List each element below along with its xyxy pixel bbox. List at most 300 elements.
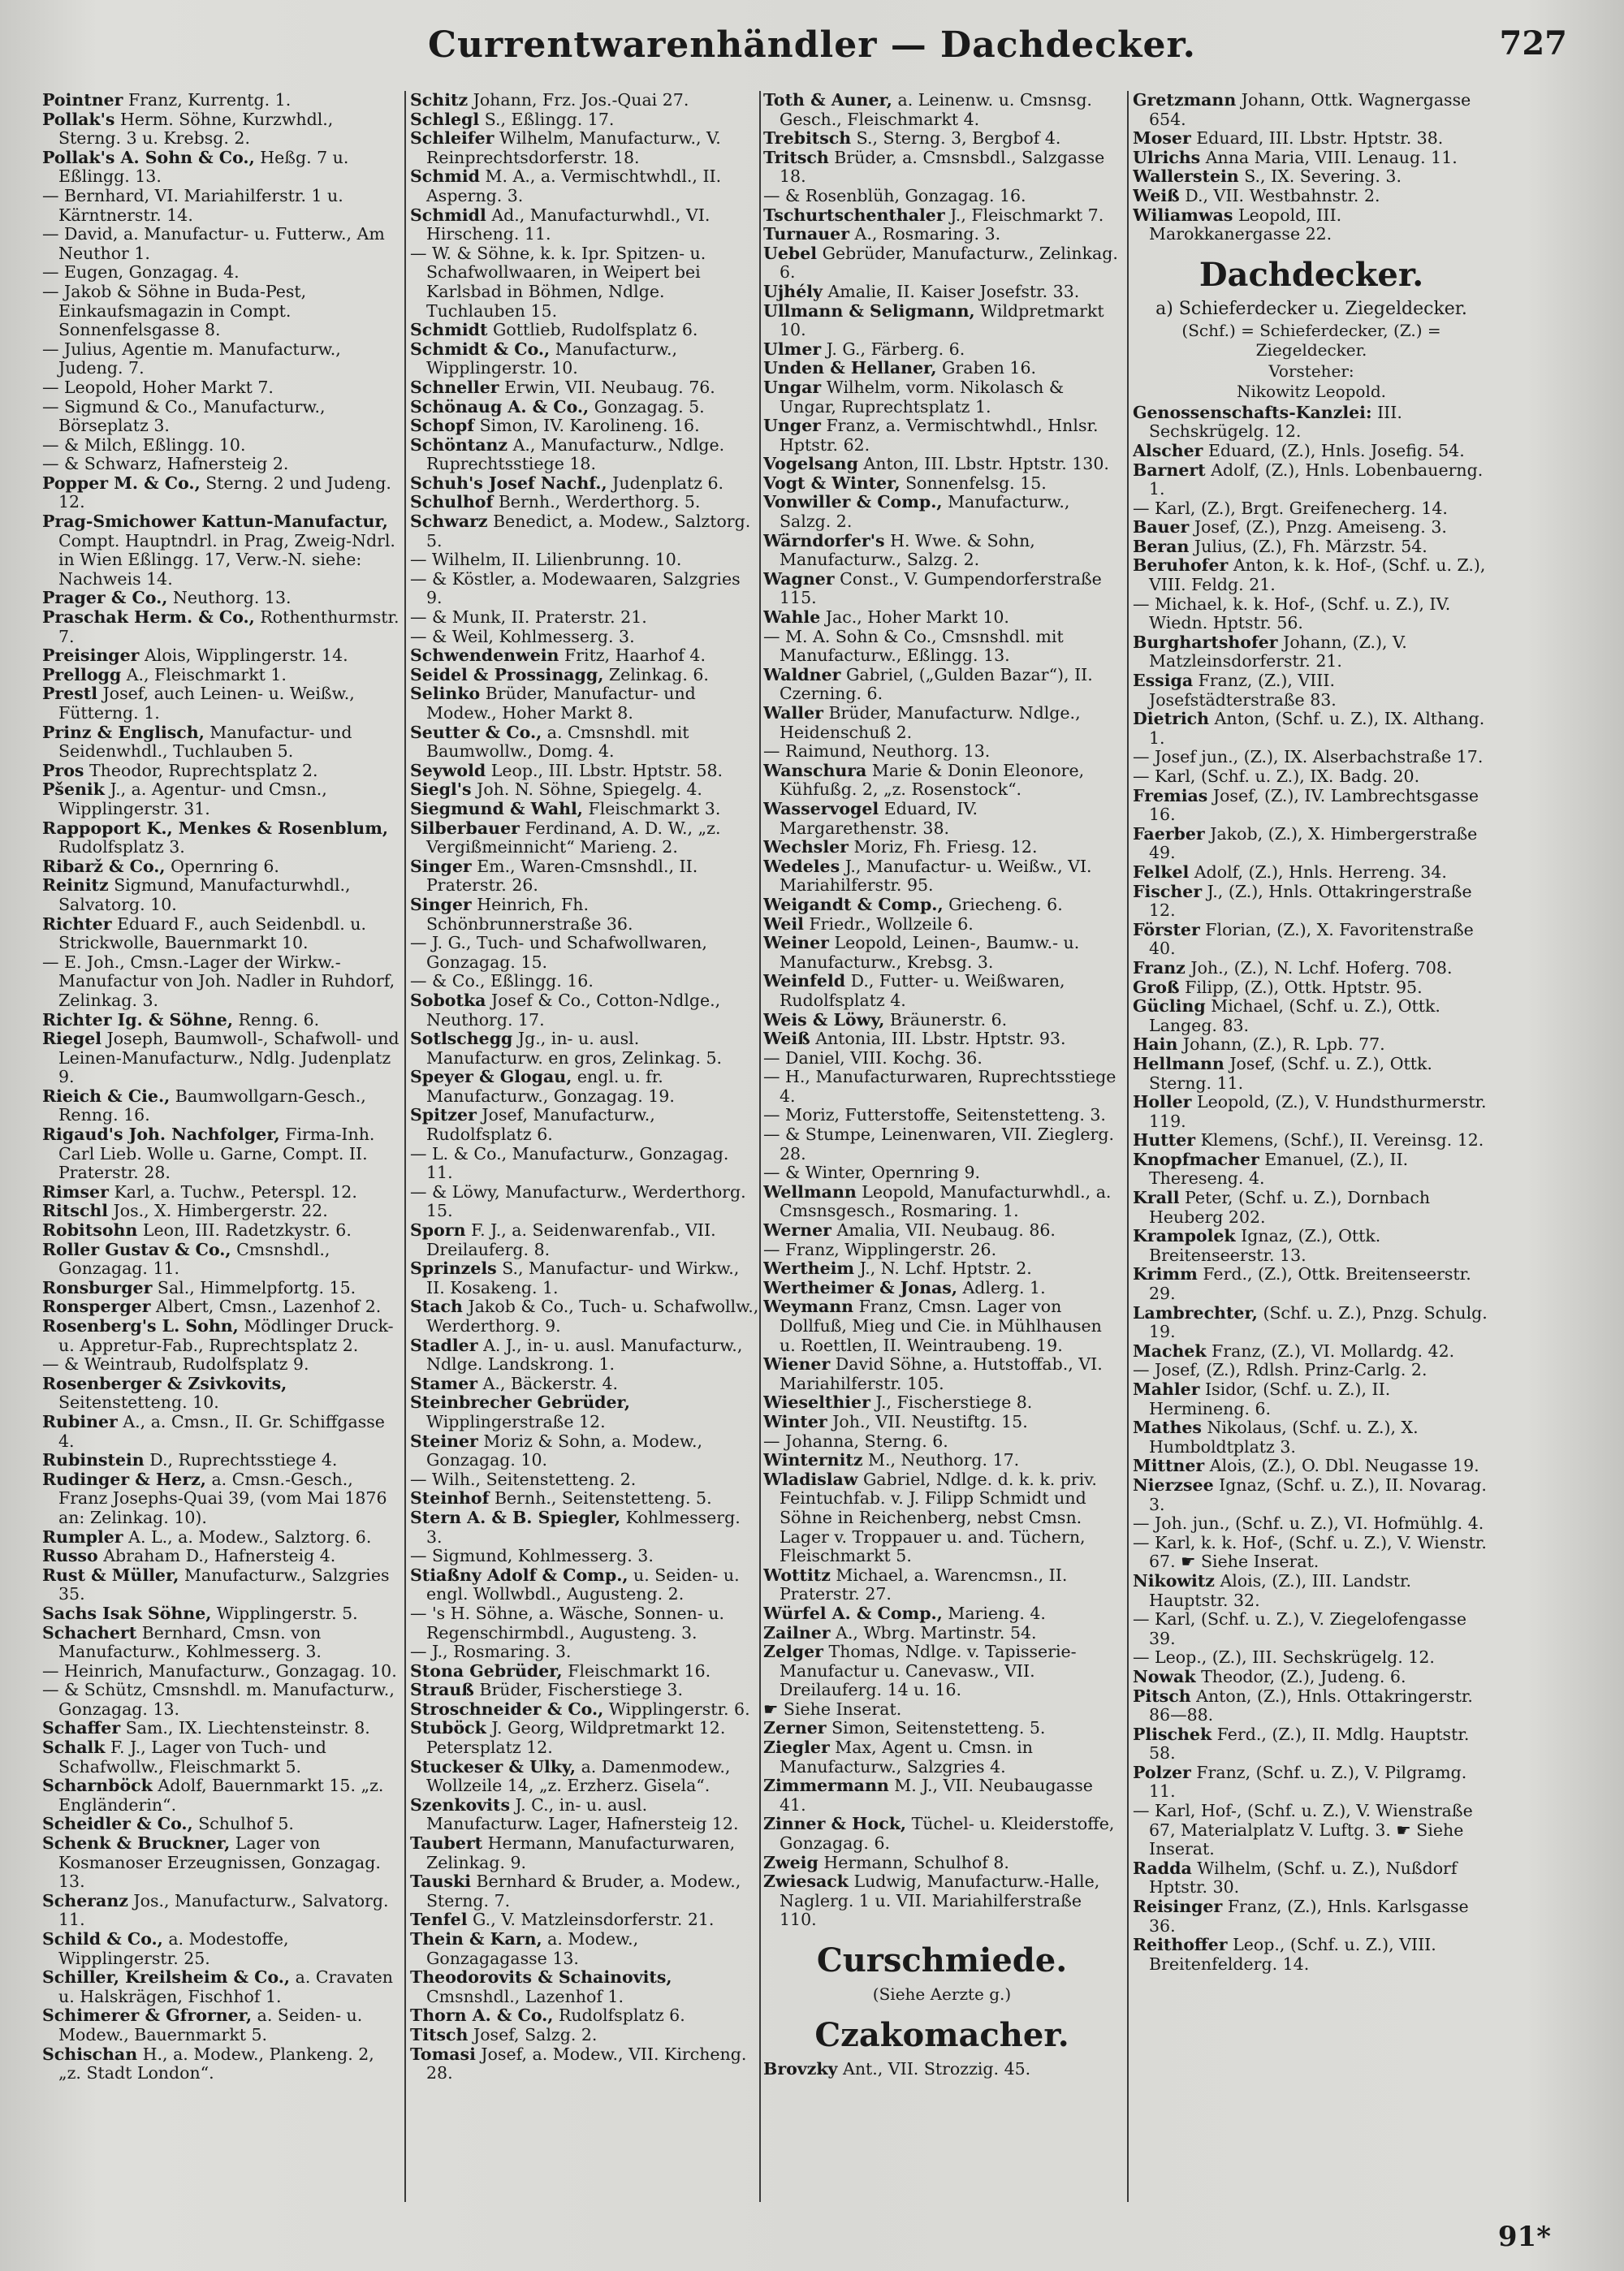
entry-name: Praschak Herm. & Co.,	[42, 607, 255, 628]
list-item	[763, 378, 1121, 417]
entry-name: Rieich & Cie.,	[42, 1086, 171, 1106]
entry-text: Sonnenfelsg. 15.	[905, 473, 1047, 493]
entry-text: Leopold, Manufacturwhdl., a. Cmsnsgesch., Rosmaring. 1.	[780, 1181, 1112, 1221]
entry-name: Schönaug A. & Co.,	[410, 396, 590, 417]
list-item	[1133, 1151, 1490, 1189]
entry-name: Essiga	[1133, 671, 1194, 691]
entry-text: Klemens, (Schf.), II. Vereinsg. 12.	[1200, 1130, 1484, 1151]
list-item	[410, 934, 759, 972]
list-item	[1133, 1936, 1490, 1974]
entry-text: Leopold, Leinen-, Baumw.- u. Manufacturw., Krebsg. 3.	[780, 933, 1080, 972]
entry-text: Simon, Seitenstetteng. 5.	[831, 1718, 1046, 1738]
entry-name: Ziegler	[763, 1738, 830, 1758]
entry-text: Nikolaus, (Schf. u. Z.), X. Humboldtplatz 3.	[1149, 1418, 1419, 1457]
entry-name: Brovzky	[763, 2058, 838, 2079]
list-item	[763, 283, 1121, 302]
list-item	[1133, 1189, 1490, 1227]
entry-text: Joseph, Baumwoll-, Schafwoll- und Leinen-Manufacturw., Ndlg. Judenplatz 9.	[58, 1029, 400, 1087]
list-item	[410, 2026, 759, 2045]
entry-text: D., Futter- u. Weißwaren, Rudolfsplatz 4.	[780, 971, 1065, 1010]
entry-text: Ignaz, (Z.), Ottk. Breitenseerstr. 13.	[1149, 1226, 1381, 1265]
list-item	[410, 1796, 759, 1834]
entry-name: Wagner	[763, 568, 835, 589]
entry-text: Franz, a. Vermischtwhdl., Hnlsr. Hptstr. 62.	[780, 416, 1099, 455]
list-item	[410, 1547, 759, 1566]
entry-name: Stadler	[410, 1335, 478, 1355]
list-item	[42, 2006, 400, 2044]
list-item	[1133, 206, 1490, 244]
list-item	[763, 762, 1121, 800]
entry-text: Ignaz, (Schf. u. Z.), II. Novarag. 3.	[1149, 1474, 1487, 1514]
list-item	[410, 666, 759, 685]
list-item	[763, 1183, 1121, 1221]
list-item	[763, 1355, 1121, 1393]
list-item	[410, 1643, 759, 1662]
column-4-entries	[1133, 404, 1490, 1975]
entry-text: — & Stumpe, Leinenwaren, VII. Zieglerg. 28.	[763, 1125, 1114, 1164]
chair-label: Vorsteher:	[1268, 361, 1354, 381]
column-divider	[1127, 91, 1129, 2202]
list-item	[42, 857, 400, 877]
entry-name: Pros	[42, 760, 84, 780]
entry-name: Titsch	[410, 2024, 469, 2044]
list-item	[763, 1719, 1121, 1738]
entry-name: Schachert	[42, 1622, 137, 1643]
entry-name: Hellmann	[1133, 1053, 1224, 1073]
list-item	[763, 1738, 1121, 1777]
entry-text: Herm. Söhne, Kurzwhdl., Sterng. 3 u. Krebsg. 2.	[58, 109, 334, 149]
entry-name: Stona Gebrüder,	[410, 1660, 563, 1681]
entry-name: Thein & Karn,	[410, 1929, 542, 1949]
entry-text: Manufacturw., Wipplingerstr. 10.	[426, 339, 677, 378]
list-item	[42, 1968, 400, 2006]
list-item	[42, 283, 400, 340]
entry-name: Knopfmacher	[1133, 1149, 1259, 1169]
list-item	[1133, 1131, 1490, 1151]
list-item	[763, 1451, 1121, 1470]
list-item	[42, 340, 400, 378]
entry-name: Zweig	[763, 1852, 818, 1872]
entry-name: Holler	[1133, 1092, 1192, 1112]
list-item	[1133, 1265, 1490, 1303]
entry-text: Anton, III. Lbstr. Hptstr. 130.	[863, 454, 1109, 474]
entry-name: Krimm	[1133, 1264, 1198, 1284]
list-item	[410, 1432, 759, 1470]
list-item	[42, 1815, 400, 1834]
entry-text: Gabriel, („Gulden Bazar“), II. Czerning. 6.	[780, 664, 1093, 704]
entry-name: Schwarz	[410, 512, 488, 532]
entry-name: Förster	[1133, 919, 1200, 939]
entry-name: Pointner	[42, 91, 123, 110]
entry-name: Toth & Auner,	[763, 91, 892, 110]
entry-text: J., Fischerstiege 8.	[875, 1392, 1033, 1413]
list-item	[1133, 595, 1490, 633]
list-item	[763, 1068, 1121, 1106]
list-item	[410, 417, 759, 436]
entry-text: Josef, Manufacturw., Rudolfsplatz 6.	[426, 1105, 655, 1145]
entry-text: Johann, Ottk. Wagnergasse 654.	[1149, 91, 1471, 129]
entry-text: Leon, III. Radetzkystr. 6.	[142, 1220, 352, 1241]
entry-name: Schlegl	[410, 109, 480, 129]
entry-name: Schmidt & Co.,	[410, 339, 551, 359]
entry-name: Wladislaw	[763, 1469, 858, 1489]
entry-text: J., Manufactur- u. Weißw., VI. Mariahilferstr. 95.	[780, 856, 1092, 896]
entry-text: engl. u. fr. Manufacturw., Gonzagag. 19.	[426, 1067, 675, 1106]
entry-name: Wiliamwas	[1133, 205, 1233, 225]
list-item	[42, 1547, 400, 1566]
list-item	[1133, 1610, 1490, 1648]
list-item	[1133, 863, 1490, 883]
entry-text: D., VII. Westbahnstr. 2.	[1185, 185, 1380, 205]
entry-name: Schöntanz	[410, 434, 508, 455]
entry-text: Hermann, Manufacturwaren, Zelinkag. 9.	[426, 1833, 736, 1872]
entry-text: J., N. Lchf. Hptstr. 2.	[859, 1259, 1032, 1279]
entry-name: Rudinger & Herz,	[42, 1469, 206, 1489]
column-4-top-entries	[1133, 91, 1490, 244]
entry-text: Seitenstetteng. 10.	[58, 1392, 219, 1413]
entry-name: Tauski	[410, 1872, 472, 1892]
list-item	[1133, 91, 1490, 129]
entry-text: — & Co., Eßlingg. 16.	[410, 971, 594, 991]
list-item	[1133, 187, 1490, 206]
entry-text: — Eugen, Gonzagag. 4.	[42, 262, 240, 283]
entry-name: Theodorovits & Schainovits,	[410, 1967, 672, 1988]
entry-text: A. L., a. Modew., Salztorg. 6.	[128, 1526, 372, 1547]
page-number: 727	[1499, 24, 1567, 63]
entry-text: — Josef jun., (Z.), IX. Alserbachstraße 17.	[1133, 747, 1484, 767]
entry-text: Eduard F., auch Seidenbdl. u. Strickwolle, Bauernmarkt 10.	[58, 913, 366, 953]
list-item	[410, 1700, 759, 1720]
entry-text: Max, Agent u. Cmsn. in Manufacturw., Salzgries 4.	[780, 1738, 1033, 1777]
entry-text: Jakob & Co., Tuch- u. Schafwollw., Werderthorg. 9.	[426, 1297, 759, 1336]
entry-text: Johann, (Z.), R. Lpb. 77.	[1182, 1034, 1385, 1055]
list-item	[410, 1968, 759, 2006]
entry-name: Gücling	[1133, 996, 1206, 1017]
signature-mark: 91*	[1497, 2221, 1551, 2253]
entry-name: Ronsburger	[42, 1277, 153, 1297]
entry-text: J., Fleischmarkt 7.	[950, 205, 1104, 225]
entry-name: Moser	[1133, 128, 1191, 149]
entry-text: S., Manufactur- und Wirkw., II. Kosakeng. 1.	[426, 1259, 740, 1297]
list-item	[1133, 518, 1490, 538]
entry-name: Schleifer	[410, 128, 495, 149]
list-item	[410, 1604, 759, 1643]
entry-name: Steiner	[410, 1431, 478, 1451]
entry-text: — & Köstler, a. Modewaaren, Salzgries 9.	[410, 568, 741, 608]
list-item	[763, 1566, 1121, 1604]
list-item	[1133, 1898, 1490, 1936]
list-item	[763, 1221, 1121, 1241]
entry-name: Zimmermann	[763, 1776, 889, 1796]
entry-name: Vogelsang	[763, 454, 858, 474]
entry-text: — 's H. Söhne, a. Wäsche, Sonnen- u. Regenschirmbdl., Augusteng. 3.	[410, 1603, 724, 1643]
entry-name: Bauer	[1133, 517, 1190, 538]
entry-name: Winternitz	[763, 1450, 863, 1470]
entry-text: Cmsnshdl., Gonzagag. 11.	[58, 1239, 330, 1279]
list-item	[1133, 1514, 1490, 1534]
entry-name: Sporn	[410, 1220, 466, 1241]
entry-text: — & Rosenblüh, Gonzagag. 16.	[763, 185, 1026, 205]
entry-text: a. Seiden- u. Modew., Bauernmarkt 5.	[58, 2005, 363, 2044]
entry-text: Wipplingerstr. 6.	[608, 1699, 750, 1719]
entry-text: Schulhof 5.	[198, 1814, 294, 1834]
entry-text: — Josef, (Z.), Rdlsh. Prinz-Carlg. 2.	[1133, 1360, 1427, 1380]
entry-text: Ferd., (Z.), Ottk. Breitenseerstr. 29.	[1149, 1264, 1471, 1304]
entry-name: Uebel	[763, 243, 818, 263]
list-item	[410, 2006, 759, 2026]
entry-text: Manufacturw., Salzg. 2.	[780, 492, 1070, 532]
entry-text: — Daniel, VIII. Kochg. 36.	[763, 1047, 983, 1068]
list-item	[1133, 959, 1490, 978]
entry-text: Em., Waren-Cmsnshdl., II. Praterstr. 26.	[426, 856, 698, 896]
list-item	[42, 455, 400, 474]
list-item	[42, 91, 400, 110]
entry-name: Steinbrecher Gebrüder,	[410, 1392, 630, 1413]
entry-name: Scheidler & Co.,	[42, 1814, 193, 1834]
entry-name: Krall	[1133, 1188, 1180, 1208]
list-item	[1133, 129, 1490, 149]
entry-text: Jac., Hoher Markt 10.	[825, 607, 1009, 628]
list-item	[42, 1413, 400, 1451]
entry-text: Baumwollgarn-Gesch., Renng. 16.	[58, 1086, 366, 1125]
entry-text: Opernring 6.	[171, 856, 279, 876]
entry-text: — Jakob & Söhne in Buda-Pest, Einkaufsmagazin in Compt. Sonnenfelsgasse 8.	[42, 281, 307, 340]
entry-name: Barnert	[1133, 460, 1206, 480]
list-item	[763, 302, 1121, 340]
entry-text: (Schf. u. Z.), Pnzg. Schulg. 19.	[1149, 1302, 1488, 1342]
list-item	[410, 1106, 759, 1144]
entry-text: Alois, (Z.), O. Dbl. Neugasse 19.	[1209, 1456, 1479, 1476]
entry-text: — Wilhelm, II. Lilienbrunng. 10.	[410, 550, 682, 570]
list-item	[763, 1106, 1121, 1125]
entry-text: Franz, (Z.), Hnls. Karlsgasse 36.	[1149, 1897, 1469, 1936]
list-item	[42, 187, 400, 225]
entry-text: — Leop., (Z.), III. Sechskrügelg. 12.	[1133, 1647, 1435, 1668]
entry-name: Singer	[410, 894, 472, 914]
entry-text: Sam., IX. Liechtensteinstr. 8.	[125, 1718, 370, 1738]
entry-name: Ulmer	[763, 339, 822, 359]
entry-text: Fleischmarkt 3.	[588, 798, 721, 818]
entry-name: Weis & Löwy,	[763, 1009, 885, 1030]
list-item	[763, 1815, 1121, 1853]
entry-text: Brüder, Fischerstiege 3.	[479, 1680, 683, 1700]
entry-text: — M. A. Sohn & Co., Cmsnshdl. mit Manufacturw., Eßlingg. 13.	[763, 626, 1064, 666]
entry-name: Prellogg	[42, 664, 122, 684]
entry-name: Singer	[410, 856, 472, 876]
entry-name: Weiß	[763, 1029, 810, 1049]
entry-name: Mittner	[1133, 1456, 1205, 1476]
entry-name: Wedeles	[763, 856, 840, 876]
entry-name: Turnauer	[763, 224, 850, 244]
entry-text: — & Weintraub, Rudolfsplatz 9.	[42, 1354, 309, 1375]
list-item	[42, 474, 400, 512]
entry-name: Sachs Isak Söhne,	[42, 1603, 212, 1623]
list-item	[410, 512, 759, 550]
entry-text: Franz, (Schf. u. Z.), V. Pilgramg. 11.	[1149, 1762, 1467, 1802]
entry-text: Ferdinand, A. D. W., „z. Vergißmeinnicht“ Marieng. 2.	[426, 818, 721, 857]
list-item	[763, 1700, 1121, 1720]
list-item	[42, 263, 400, 283]
list-item	[410, 570, 759, 608]
entry-name: Beran	[1133, 536, 1190, 556]
entry-name: Rosenberger & Zsivkovits,	[42, 1373, 287, 1393]
entry-name: Tomasi	[410, 2044, 476, 2064]
entry-text: — & Weil, Kohlmesserg. 3.	[410, 626, 635, 646]
list-item	[42, 398, 400, 436]
entry-name: Schischan	[42, 2044, 138, 2064]
entry-text: Eduard, (Z.), Hnls. Josefig. 54.	[1208, 440, 1465, 460]
entry-text: — & Munk, II. Praterstr. 21.	[410, 607, 647, 628]
entry-text: Leop., (Schf. u. Z.), VIII. Breitenfelderg. 14.	[1149, 1935, 1436, 1974]
entry-text: J., (Z.), Hnls. Ottakringerstraße 12.	[1149, 881, 1472, 921]
entry-text: Brüder, Manufacturw. Ndlge., Heidenschuß 2.	[780, 703, 1081, 742]
list-item	[410, 1489, 759, 1509]
entry-name: Riegel	[42, 1029, 102, 1049]
entry-name: Beruhofer	[1133, 555, 1229, 576]
column-divider	[759, 91, 761, 2202]
list-item	[410, 1910, 759, 1930]
list-item	[42, 1030, 400, 1087]
entry-text: Mödlinger Druck- u. Appretur-Fab., Ruprechtsplatz 2.	[58, 1316, 394, 1355]
list-item	[410, 857, 759, 896]
list-item	[1133, 461, 1490, 499]
entry-text: J., a. Agentur- und Cmsn., Wipplingerstr. 31.	[58, 779, 327, 818]
entry-name: Wellmann	[763, 1181, 857, 1202]
entry-name: Wasservogel	[763, 798, 879, 818]
entry-text: Joh., VII. Neustiftg. 15.	[832, 1411, 1028, 1431]
entry-name: Wärndorfer's	[763, 530, 885, 550]
list-item	[763, 1241, 1121, 1260]
list-item	[410, 819, 759, 857]
chair-name: Nikowitz Leopold.	[1236, 382, 1387, 402]
list-item	[763, 532, 1121, 570]
list-item	[42, 1355, 400, 1375]
list-item	[42, 1892, 400, 1930]
entry-text: a. Modestoffe, Wipplingerstr. 25.	[58, 1929, 289, 1968]
entry-name: Pitsch	[1133, 1686, 1191, 1706]
entry-name: Seutter & Co.,	[410, 722, 542, 742]
entry-name: Szenkovits	[410, 1794, 510, 1815]
entry-name: Schuh's Josef Nachf.,	[410, 473, 607, 493]
list-item	[763, 934, 1121, 972]
entry-name: Schalk	[42, 1738, 106, 1758]
list-item	[42, 589, 400, 608]
entry-text: Alois, Wipplingerstr. 14.	[145, 645, 348, 666]
list-item	[763, 570, 1121, 608]
list-item	[763, 1624, 1121, 1643]
entry-text: Bräunerstr. 6.	[889, 1009, 1008, 1030]
entry-text: — & Löwy, Manufacturw., Werderthorg. 15.	[410, 1181, 746, 1221]
entry-name: Schenk & Bruckner,	[42, 1833, 231, 1854]
list-item	[763, 1125, 1121, 1164]
entry-name: Schopf	[410, 416, 475, 436]
list-item	[1133, 767, 1490, 787]
list-item	[42, 1183, 400, 1202]
entry-text: a. Modew., Gonzagagasse 13.	[426, 1929, 639, 1968]
entry-text: Gabriel, Ndlge. d. k. k. priv. Feintuchfab. v. J. Filipp Schmidt und Söhne in Reichenberg, nebst Cmsn. Lager v. Troppauer u. and. Tüchern, Fleischmarkt 5.	[780, 1469, 1097, 1566]
entry-name: Fischer	[1133, 881, 1203, 901]
entry-text: M. J., VII. Neubaugasse 41.	[780, 1776, 1093, 1815]
list-item	[42, 684, 400, 723]
entry-name: Wertheim	[763, 1259, 855, 1279]
entry-name: Winter	[763, 1411, 827, 1431]
entry-text: Joh., (Z.), N. Lchf. Hoferg. 708.	[1190, 957, 1453, 978]
list-item	[410, 2045, 759, 2083]
entry-name: Groß	[1133, 977, 1180, 997]
entry-text: a. Cmsn.-Gesch., Franz Josephs-Quai 39, (vom Mai 1876 an: Zelinkag. 10).	[58, 1469, 387, 1527]
entry-name: Richter	[42, 913, 112, 934]
list-item	[1133, 787, 1490, 825]
list-item	[42, 1624, 400, 1662]
list-item	[763, 359, 1121, 378]
entry-text: H. Wwe. & Sohn, Manufacturw., Salzg. 2.	[780, 530, 1035, 570]
list-item	[763, 628, 1121, 666]
list-item	[42, 1662, 400, 1682]
entry-text: S., Sterng. 3, Bergbof 4.	[856, 128, 1061, 149]
list-item	[42, 110, 400, 149]
entry-name: Ulrichs	[1133, 147, 1201, 167]
entry-text: — Franz, Wipplingerstr. 26.	[763, 1239, 997, 1259]
list-item	[410, 167, 759, 205]
entry-text: Jos., X. Himbergerstr. 22.	[113, 1201, 328, 1221]
list-item	[1133, 538, 1490, 557]
list-item	[763, 915, 1121, 935]
list-item	[42, 512, 400, 589]
list-item	[763, 91, 1121, 129]
entry-text: Zelinkag. 6.	[608, 664, 709, 684]
entry-text: David Söhne, a. Hutstoffab., VI. Mariahilferstr. 105.	[780, 1354, 1103, 1393]
entry-text: F. J., Lager von Tuch- und Schafwollw., Fleischmarkt 5.	[58, 1738, 326, 1777]
list-item	[763, 896, 1121, 915]
entry-text: Anton, k. k. Hof-, (Schf. u. Z.), VIII. Feldg. 21.	[1149, 555, 1486, 595]
list-item	[410, 1030, 759, 1068]
entry-name: Reithoffer	[1133, 1935, 1228, 1955]
list-item	[42, 225, 400, 263]
entry-text: J. G., Färberg. 6.	[826, 339, 965, 359]
list-item	[410, 1297, 759, 1336]
entry-text: A., Wbrg. Martinstr. 54.	[836, 1622, 1037, 1643]
entry-name: Franz	[1133, 957, 1186, 978]
list-item	[763, 608, 1121, 628]
entry-text: G., V. Matzleinsdorferstr. 21.	[473, 1910, 715, 1930]
list-item	[42, 762, 400, 781]
entry-name: Stroschneider & Co.,	[410, 1699, 604, 1719]
list-item	[763, 1393, 1121, 1413]
entry-text: — Raimund, Neuthorg. 13.	[763, 741, 991, 762]
entry-name: Taubert	[410, 1833, 483, 1854]
entry-name: Wiener	[763, 1354, 831, 1375]
entry-text: Brüder, Manufactur- und Modew., Hoher Markt 8.	[426, 684, 696, 723]
abbreviation-legend: (Schf.) = Schieferdecker, (Z.) = Ziegeldecker.	[1181, 321, 1441, 360]
list-item	[42, 723, 400, 762]
entry-text: Michael, a. Warencmsn., II. Praterstr. 27.	[780, 1565, 1068, 1604]
entry-text: Judenplatz 6.	[612, 473, 724, 493]
list-item	[763, 1604, 1121, 1624]
entry-name: Nikowitz	[1133, 1570, 1215, 1591]
list-item	[763, 1259, 1121, 1279]
list-item	[763, 1432, 1121, 1452]
entry-text: Jg., in- u. ausl. Manufacturw. en gros, Zelinkag. 5.	[426, 1029, 723, 1068]
entry-name: Rubinstein	[42, 1450, 145, 1470]
list-item	[1133, 1687, 1490, 1725]
list-item	[410, 1834, 759, 1872]
entry-text: Adolf, (Z.), Hnls. Lobenbauerng. 1.	[1149, 460, 1484, 499]
entry-name: Scheranz	[42, 1890, 128, 1910]
list-item	[763, 742, 1121, 762]
list-item	[763, 1413, 1121, 1432]
entry-text: Wildpretmarkt 10.	[780, 300, 1104, 340]
entry-name: Pšenik	[42, 779, 105, 800]
